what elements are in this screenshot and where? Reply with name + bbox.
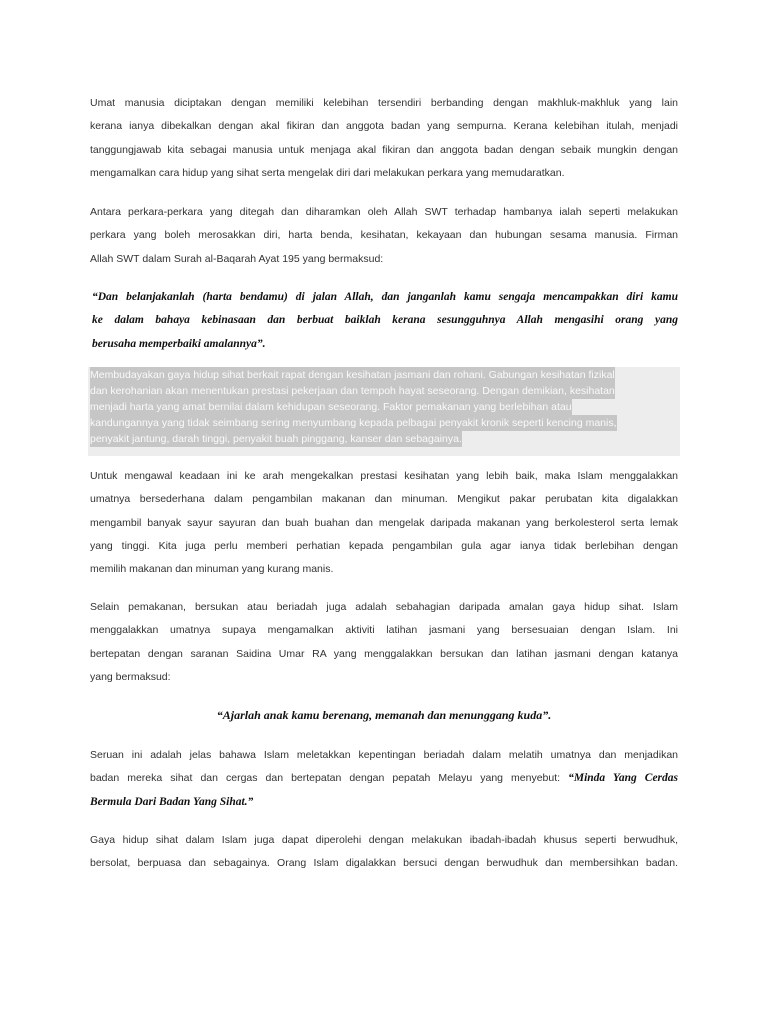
highlighted-line xyxy=(88,383,680,399)
quran-quote xyxy=(92,286,678,356)
paragraph-line: Untuk mengawal keadaan ini ke arah mengekalkan prestasi kesihatan yang lebih baik, maka Islam menggalakkan xyxy=(90,470,678,482)
highlighted-line-text: penyakit jantung, darah tinggi, penyakit buah pinggang, kanser dan sebagainya. xyxy=(90,433,462,445)
paragraph-5 xyxy=(90,744,678,814)
paragraph-line: umatnya bersederhana dalam pengambilan makanan dan minuman. Mengikut pakar perubatan kita digalakkan xyxy=(90,493,678,506)
paragraph-line: Allah SWT dalam Surah al-Baqarah Ayat 195 yang bermaksud: xyxy=(90,252,384,265)
paragraph-line: yang tinggi. Kita juga perlu memberi perhatian kepada pengambilan gula agar ianya tidak berlebihan dengan xyxy=(90,539,678,552)
paragraph-2 xyxy=(90,201,678,271)
proverb-text: “Minda Yang Cerdas xyxy=(568,772,679,785)
paragraph-4 xyxy=(90,596,678,689)
paragraph-line: Antara perkara-perkara yang ditegah dan diharamkan oleh Allah SWT terhadap hambanya ialah seperti melakukan xyxy=(90,206,678,218)
paragraph-line: Seruan ini adalah jelas bahawa Islam meletakkan kepentingan beriadah dalam melatih umatnya dan menjadikan xyxy=(90,749,678,761)
paragraph-6 xyxy=(90,829,678,876)
paragraph-line: memilih makanan dan minuman yang kurang manis. xyxy=(90,563,334,576)
highlighted-line xyxy=(88,415,680,431)
paragraph-line: yang bermaksud: xyxy=(90,670,171,683)
paragraph-line: Umat manusia diciptakan dengan memiliki kelebihan tersendiri berbanding dengan makhluk-makhluk yang lain xyxy=(90,97,678,109)
quote-line: “Dan belanjakanlah (harta bendamu) di jalan Allah, dan janganlah kamu sengaja mencampakkan diri kamu xyxy=(92,291,678,303)
paragraph-line: bersolat, berpuasa dan sebagainya. Orang Islam digalakkan bersuci dengan berwudhuk dan membersihkan badan. xyxy=(90,857,678,870)
paragraph-line xyxy=(90,767,678,790)
highlighted-line xyxy=(88,399,680,415)
umar-quote xyxy=(90,704,678,727)
highlighted-paragraph xyxy=(88,367,680,456)
highlighted-line-text: kandungannya yang tidak seimbang sering menyumbang kepada pelbagai penyakit kronik seperti kencing manis, xyxy=(90,417,617,429)
paragraph-line: Selain pemakanan, bersukan atau beriadah juga adalah sebahagian daripada amalan gaya hidup sihat. Islam xyxy=(90,601,678,613)
paragraph-line: mengambil banyak sayur sayuran dan buah buahan dan mengelak daripada makanan yang berkolesterol serta lemak xyxy=(90,516,678,529)
paragraph-1 xyxy=(90,92,678,185)
paragraph-line: bertepatan dengan saranan Saidina Umar RA yang menggalakkan bersukan dan latihan jasmani dengan katanya xyxy=(90,647,678,660)
paragraph-line: Gaya hidup sihat dalam Islam juga dapat diperolehi dengan melakukan ibadah-ibadah khusus seperti berwudhuk, xyxy=(90,834,678,846)
quote-line: ke dalam bahaya kebinasaan dan berbuat baiklah kerana sesungguhnya Allah mengasihi orang yang xyxy=(92,314,678,327)
paragraph-line xyxy=(90,791,678,814)
proverb-text: Bermula Dari Badan Yang Sihat.” xyxy=(90,795,254,808)
paragraph-line: mengamalkan cara hidup yang sihat serta mengelak diri dari melakukan perkara yang memudaratkan. xyxy=(90,166,565,179)
highlighted-line-text: menjadi harta yang amat bernilai dalam kehidupan seseorang. Faktor pemakanan yang berlebihan atau xyxy=(90,401,572,413)
quote-line: “Ajarlah anak kamu berenang, memanah dan menunggang kuda”. xyxy=(216,708,552,722)
highlighted-line xyxy=(88,367,680,383)
highlighted-line-text: Membudayakan gaya hidup sihat berkait rapat dengan kesihatan jasmani dan rohani. Gabungan kesihatan fizikal xyxy=(90,369,615,381)
highlighted-line-text: dan kerohanian akan menentukan prestasi pekerjaan dan tempoh hayat seseorang. Dengan demikian, kesihatan xyxy=(90,385,615,397)
line-text: badan mereka sihat dan cergas dan bertepatan dengan pepatah Melayu yang menyebut: xyxy=(90,772,569,785)
paragraph-line: perkara yang boleh merosakkan diri, harta benda, kesihatan, kekayaan dan hubungan sesama manusia. Firman xyxy=(90,229,678,242)
paragraph-line: menggalakkan umatnya supaya mengamalkan aktiviti latihan jasmani yang bersesuaian dengan Islam. Ini xyxy=(90,624,678,637)
paragraph-line: kerana ianya dibekalkan dengan akal fikiran dan anggota badan yang sempurna. Kerana kelebihan itulah, menjadi xyxy=(90,120,678,133)
paragraph-line: tanggungjawab kita sebagai manusia untuk menjaga akal fikiran dan anggota badan dengan sebaik mungkin dengan xyxy=(90,143,678,156)
quote-line: berusaha memperbaiki amalannya”. xyxy=(92,337,266,350)
highlighted-line xyxy=(88,431,680,447)
paragraph-3 xyxy=(90,465,678,581)
